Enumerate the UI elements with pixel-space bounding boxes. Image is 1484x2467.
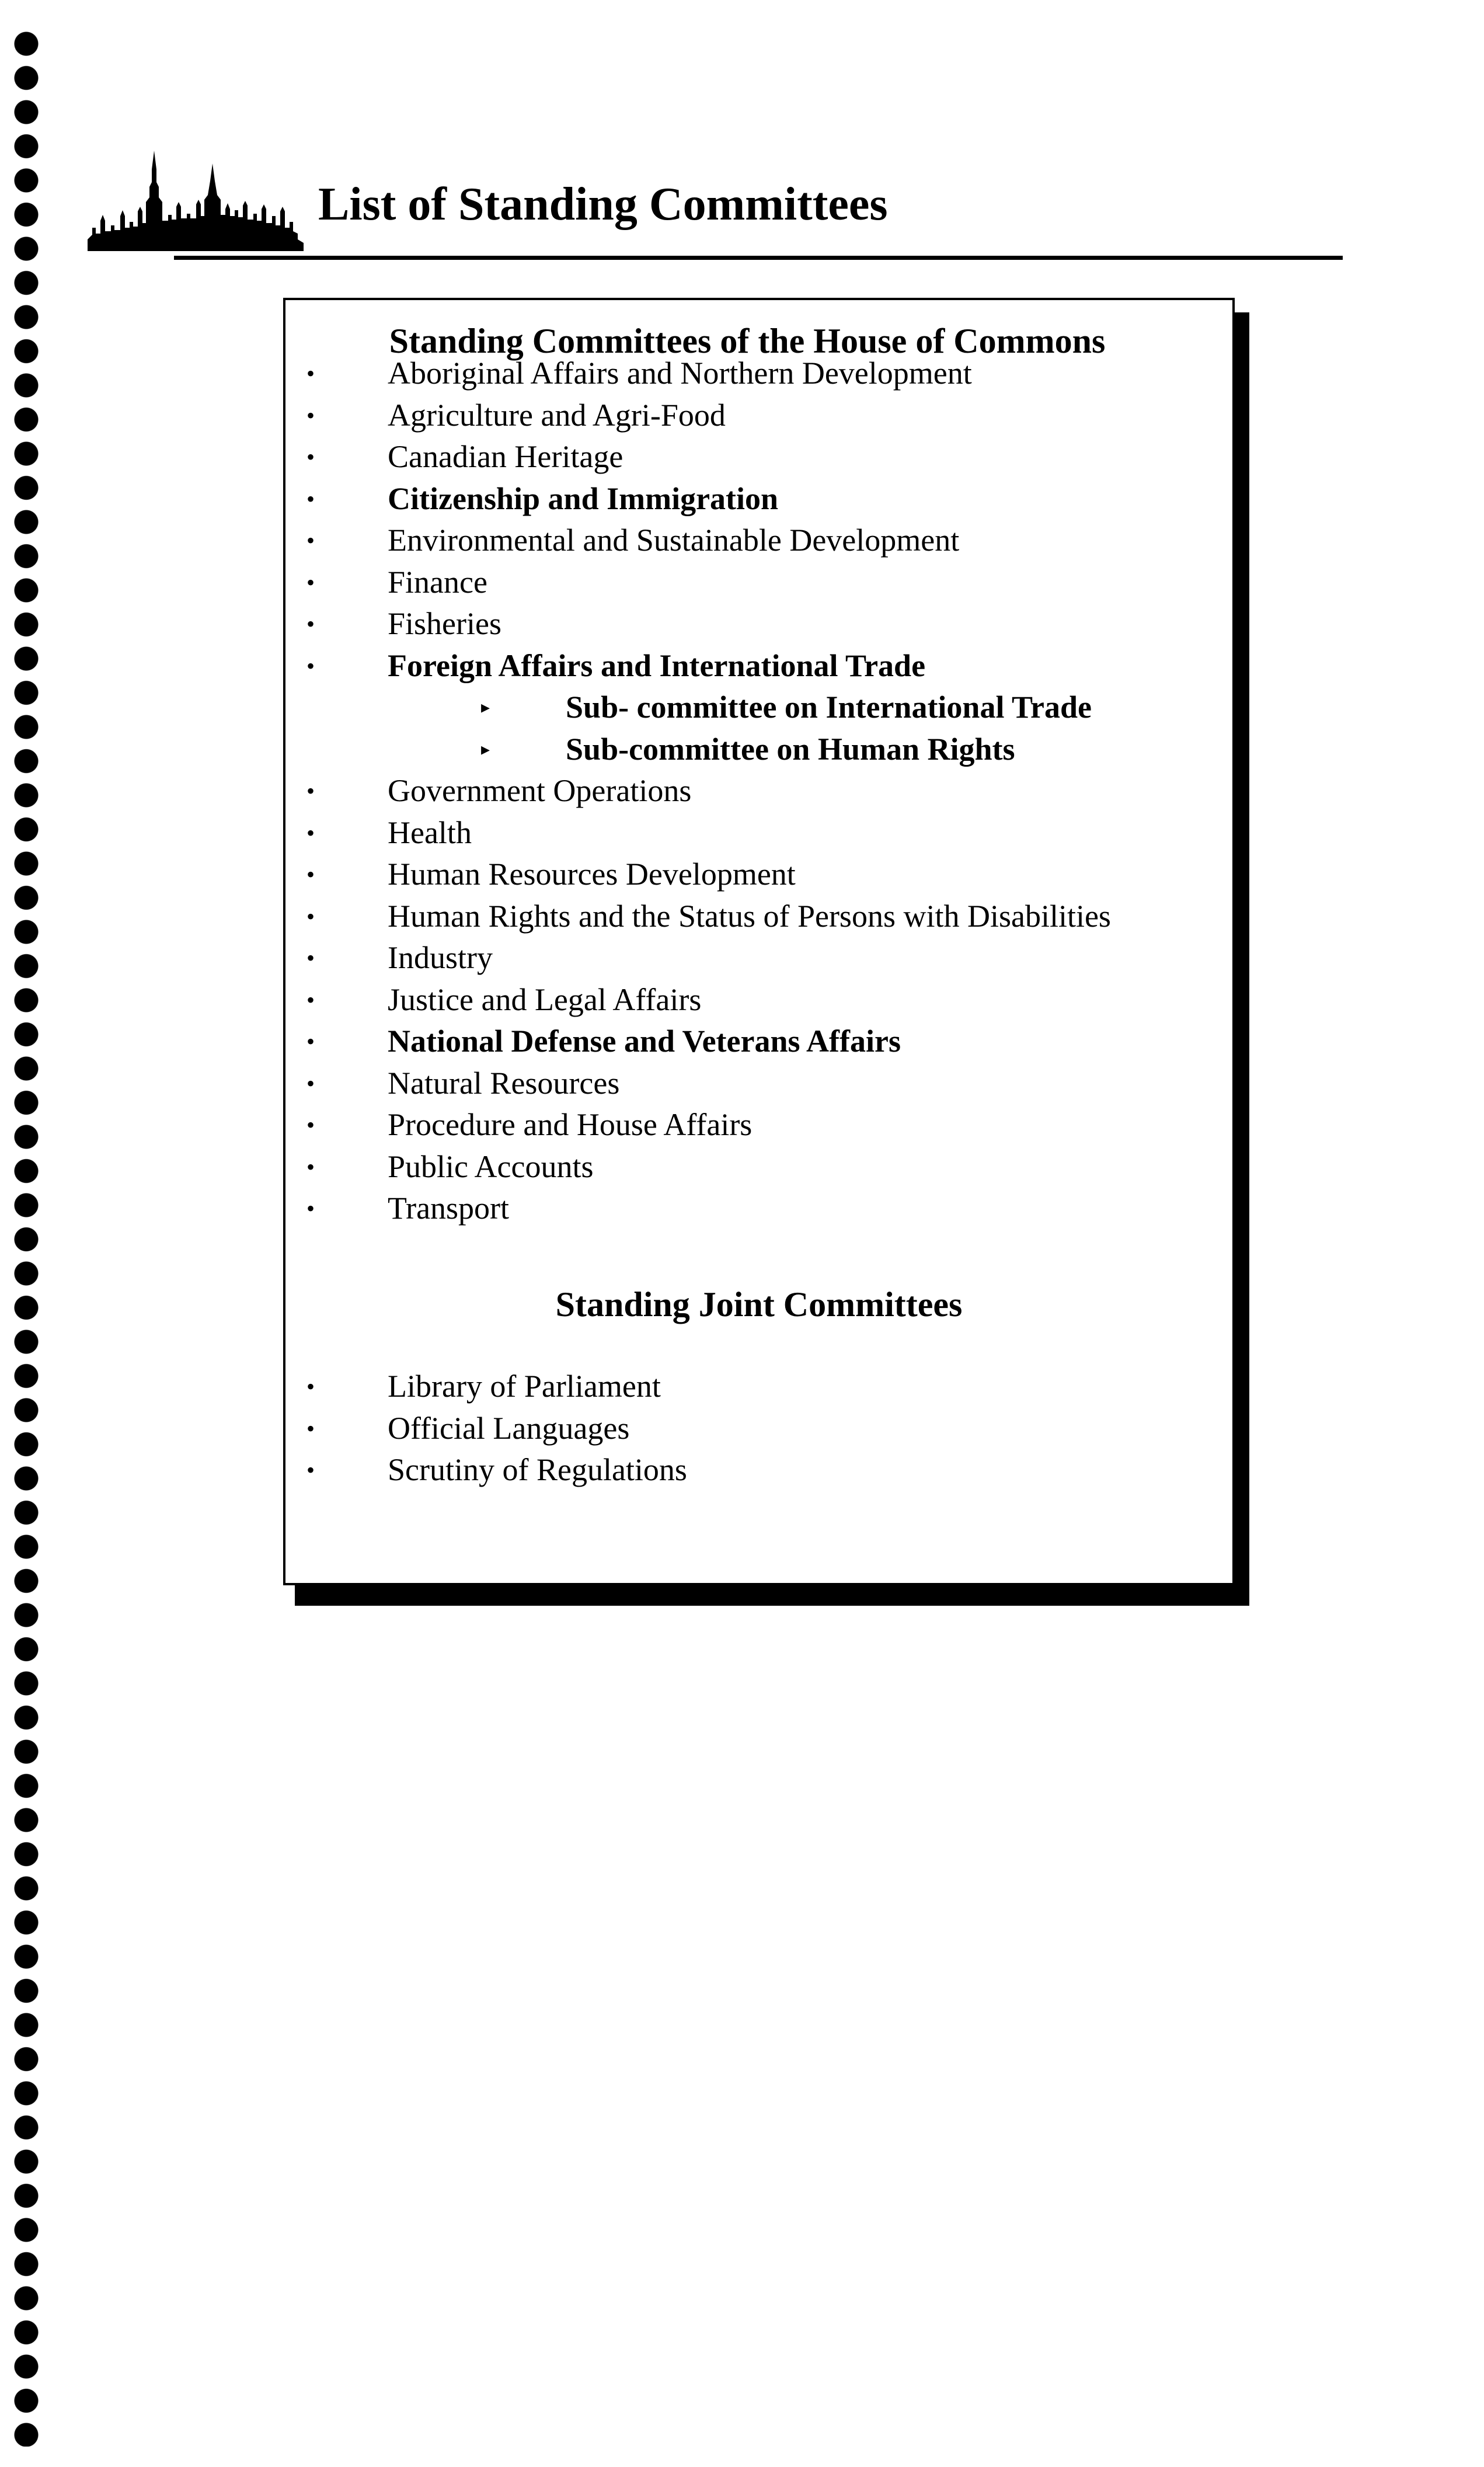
committee-list-item xyxy=(285,1104,1232,1146)
committee-name: Agriculture and Agri-Food xyxy=(388,397,726,433)
bullet-icon: • xyxy=(306,1373,315,1400)
arrow-bullet-icon: ▸ xyxy=(481,739,490,759)
committee-list-item xyxy=(285,1021,1232,1063)
parliament-skyline-logo xyxy=(88,146,304,251)
committee-list-item xyxy=(285,1449,1232,1491)
committee-name: Industry xyxy=(388,940,493,975)
joint-committees-list xyxy=(285,1366,1232,1491)
committee-name: Scrutiny of Regulations xyxy=(388,1452,687,1487)
committee-name: Environmental and Sustainable Development xyxy=(388,523,960,558)
committee-name: Justice and Legal Affairs xyxy=(388,982,702,1017)
bullet-icon: • xyxy=(306,485,315,512)
bullet-icon: • xyxy=(306,1457,315,1483)
committee-name: Sub- committee on International Trade xyxy=(566,690,1092,725)
committee-list-item xyxy=(285,436,1232,478)
committee-list-item xyxy=(285,1366,1232,1408)
committee-list-item xyxy=(285,395,1232,437)
bullet-icon: • xyxy=(306,652,315,679)
arrow-bullet-icon: ▸ xyxy=(481,698,490,717)
committee-list-item xyxy=(285,979,1232,1021)
bullet-icon: • xyxy=(306,1153,315,1180)
committee-name: Finance xyxy=(388,564,487,600)
committee-list-item xyxy=(285,770,1232,812)
committee-name: Natural Resources xyxy=(388,1065,620,1101)
bullet-icon: • xyxy=(306,402,315,429)
bullet-icon: • xyxy=(306,903,315,930)
bullet-icon: • xyxy=(306,861,315,888)
bullet-icon: • xyxy=(306,1112,315,1138)
committee-name: Library of Parliament xyxy=(388,1369,661,1404)
committee-name: Canadian Heritage xyxy=(388,439,623,474)
committee-name: Foreign Affairs and International Trade xyxy=(388,648,926,683)
committee-list-item xyxy=(285,1408,1232,1450)
bullet-icon: • xyxy=(306,569,315,596)
bullet-icon: • xyxy=(306,1195,315,1222)
bullet-icon: • xyxy=(306,986,315,1013)
bullet-icon: • xyxy=(306,360,315,387)
bullet-icon: • xyxy=(306,945,315,971)
committee-name: Sub-committee on Human Rights xyxy=(566,731,1015,767)
committee-list-item xyxy=(285,896,1232,938)
committee-list-item xyxy=(285,562,1232,604)
page-header xyxy=(88,146,1343,257)
committee-list-item xyxy=(285,1188,1232,1230)
committee-list-box xyxy=(283,298,1235,1585)
bullet-icon: • xyxy=(306,819,315,846)
house-committees-list xyxy=(285,353,1232,1230)
committee-name: Citizenship and Immigration xyxy=(388,481,779,516)
committee-name: Human Resources Development xyxy=(388,857,796,892)
subcommittee-list-item xyxy=(285,729,1232,771)
joint-committees-heading: Standing Joint Committees xyxy=(555,1285,963,1324)
committee-name: Fisheries xyxy=(388,606,501,641)
house-committees-heading: Standing Committees of the House of Commons xyxy=(389,322,1106,360)
committee-name: Official Languages xyxy=(388,1410,630,1446)
subcommittee-list-item xyxy=(285,687,1232,729)
committee-list-item xyxy=(285,937,1232,979)
committee-list-item xyxy=(285,603,1232,645)
bullet-icon: • xyxy=(306,1070,315,1097)
committee-name: Public Accounts xyxy=(388,1149,594,1184)
committee-list-item xyxy=(285,353,1232,395)
committee-name: Transport xyxy=(388,1191,510,1226)
committee-list-item xyxy=(285,1063,1232,1105)
committee-name: Health xyxy=(388,815,472,850)
bullet-icon: • xyxy=(306,1415,315,1442)
bullet-icon: • xyxy=(306,611,315,637)
committee-list-item xyxy=(285,520,1232,562)
committee-name: Government Operations xyxy=(388,773,692,808)
committee-list-item xyxy=(285,1146,1232,1188)
bullet-icon: • xyxy=(306,778,315,804)
committee-list-item xyxy=(285,645,1232,687)
committee-name: National Defense and Veterans Affairs xyxy=(388,1024,901,1059)
committee-name: Human Rights and the Status of Persons with Disabilities xyxy=(388,898,1111,934)
bullet-icon: • xyxy=(306,444,315,470)
committee-name: Aboriginal Affairs and Northern Development xyxy=(388,356,972,391)
committee-list-item xyxy=(285,854,1232,896)
bullet-icon: • xyxy=(306,527,315,554)
spiral-binding xyxy=(12,29,41,2447)
committee-name: Procedure and House Affairs xyxy=(388,1107,753,1142)
title-underline xyxy=(174,256,1343,260)
bullet-icon: • xyxy=(306,1028,315,1055)
committee-list-item xyxy=(285,478,1232,520)
committee-list-item xyxy=(285,812,1232,854)
page-title: List of Standing Committees xyxy=(318,179,888,230)
